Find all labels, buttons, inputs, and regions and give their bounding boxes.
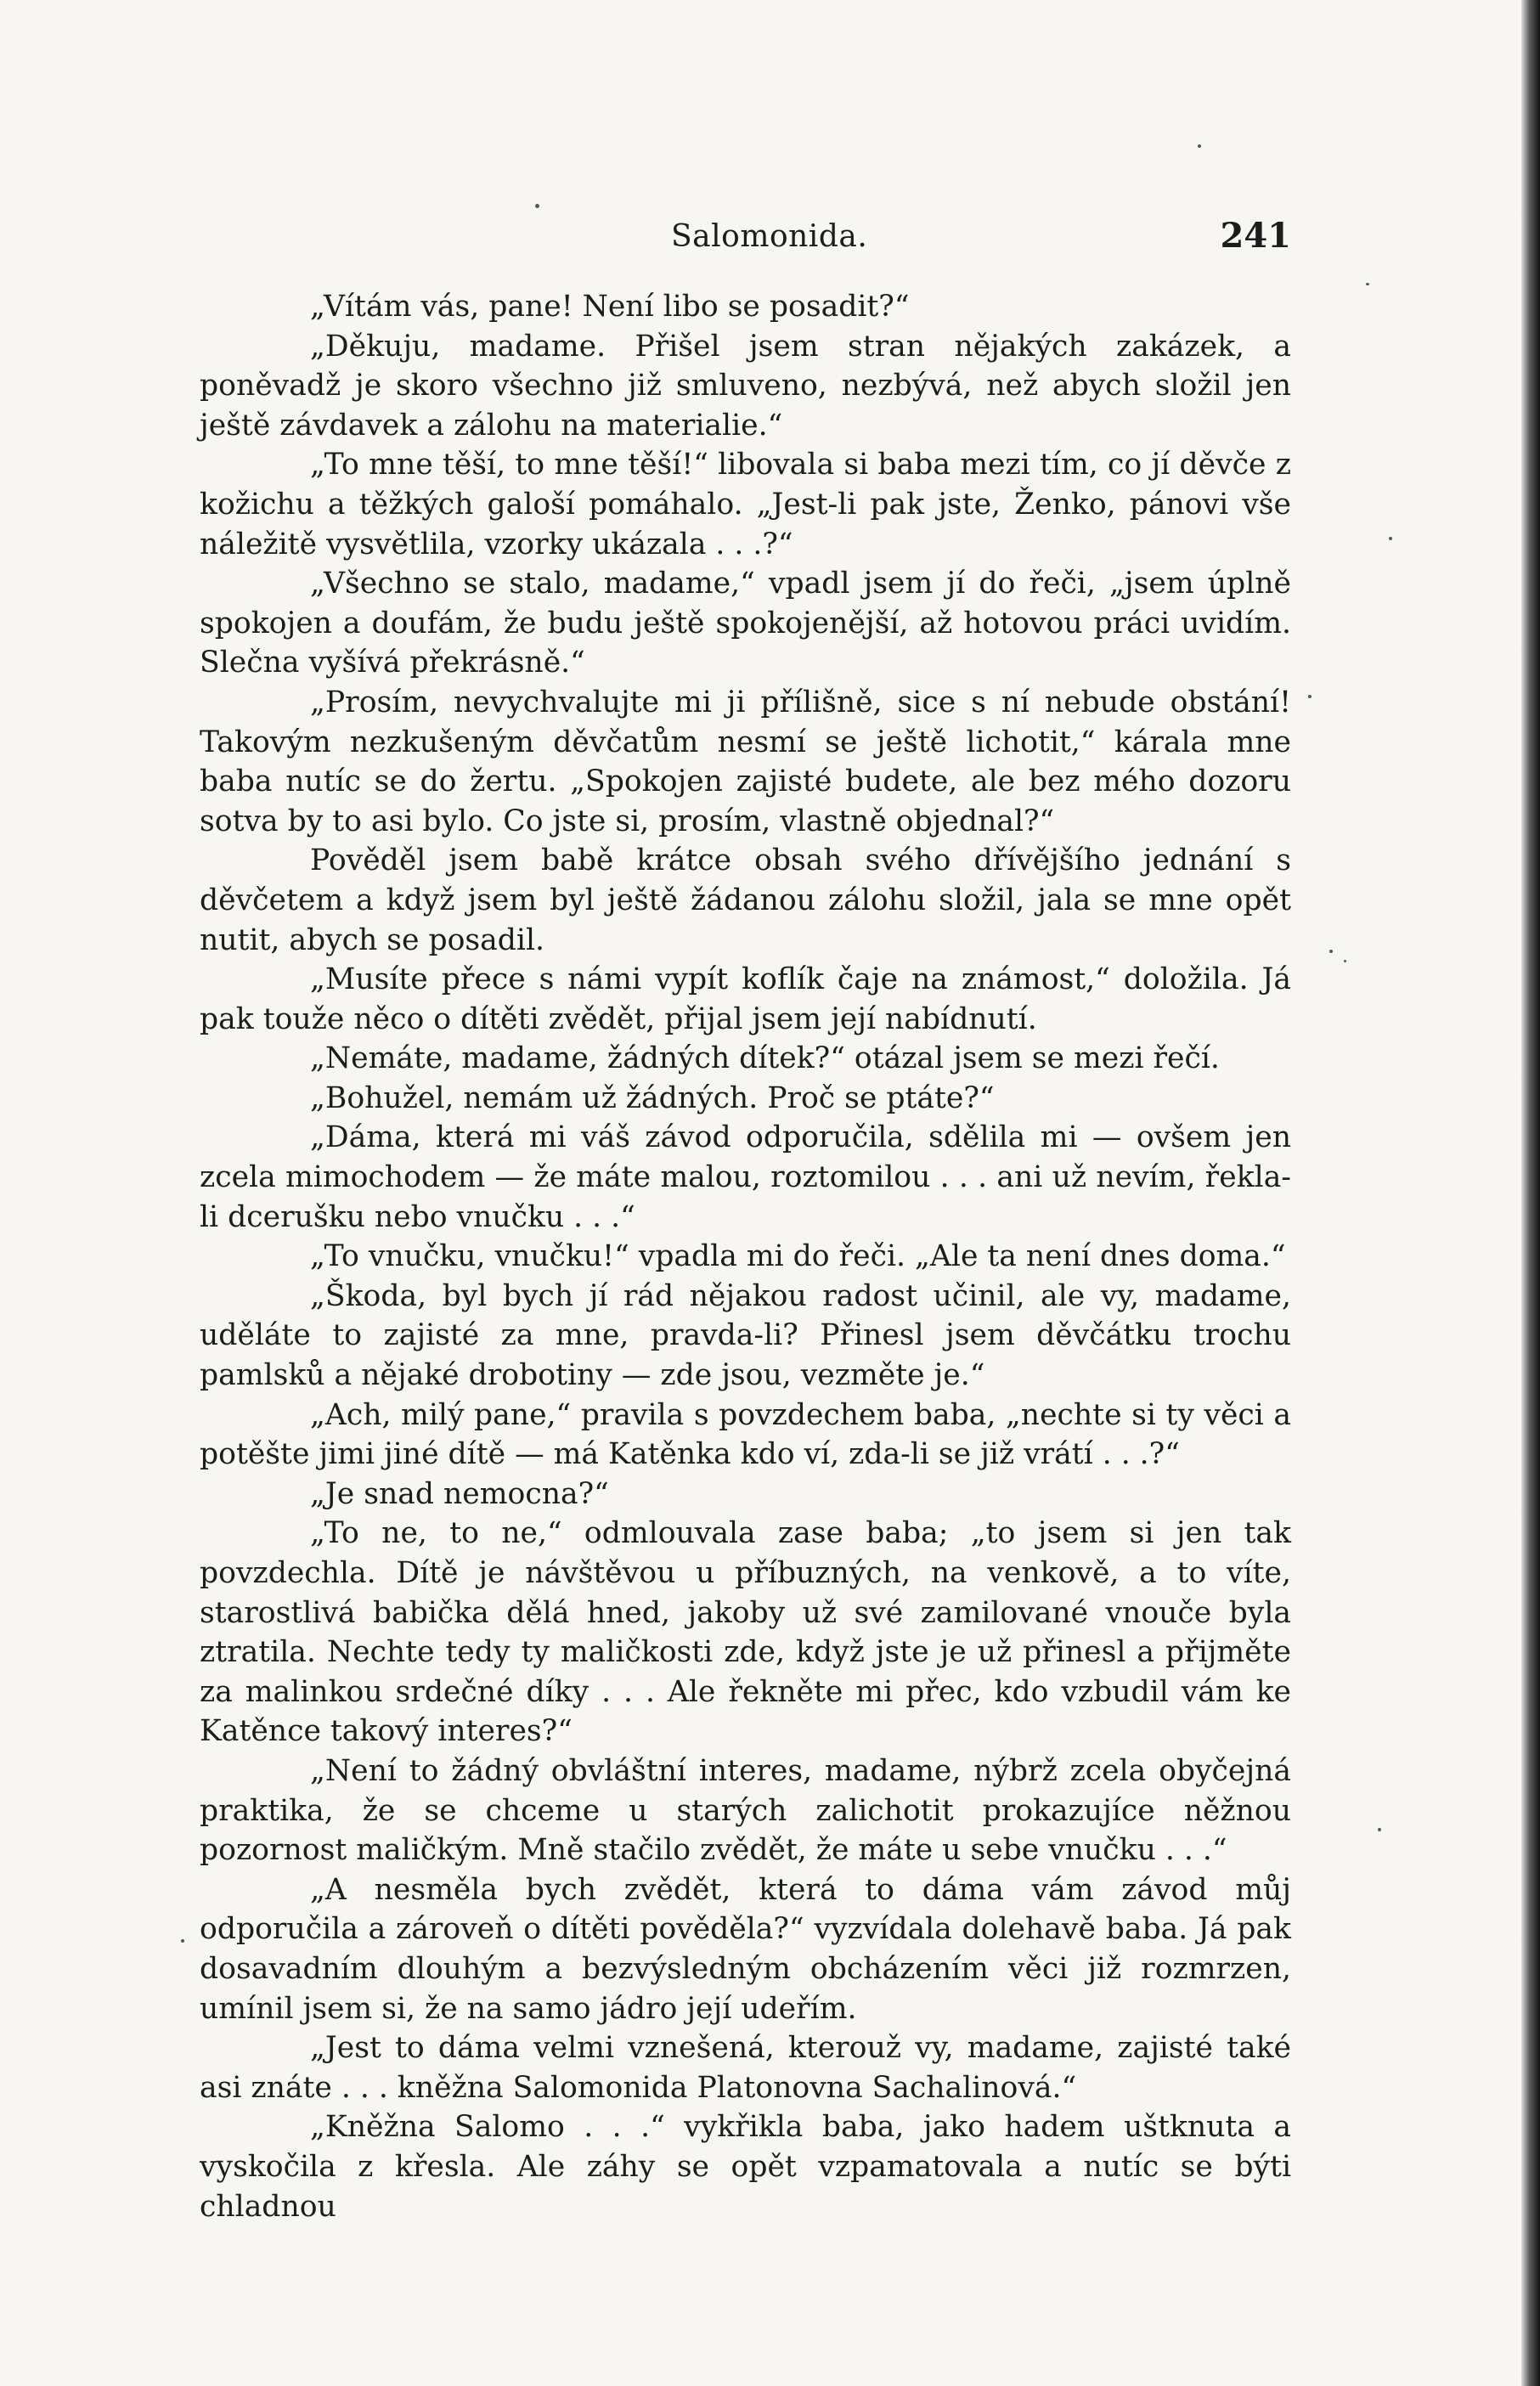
scan-speck: [1389, 537, 1392, 540]
paragraph: „Je snad nemocna?“: [310, 1476, 609, 1511]
paragraph: „Není to žádný obvláštní interes, madame, nýbrž zcela obyčejná praktika, že se chceme u starých zalichotit prokazujíce něžnou pozornost maličkým. Mně stačilo zvědět, že máte u sebe vnučku . . .“: [200, 1753, 1291, 1868]
scan-speck: [535, 204, 539, 208]
scan-speck: [1378, 1828, 1381, 1831]
page-header: [200, 212, 1291, 263]
paragraph: „Jest to dáma velmi vznešená, kterouž vy, madame, zajisté také asi znáte . . . kněžna Salomonida Platonovna Sachalinová.“: [200, 2031, 1291, 2105]
paragraph: „Nemáte, madame, žádných dítek?“ otázal jsem se mezi řečí.: [310, 1041, 1220, 1076]
paragraph: „Bohužel, nemám už žádných. Proč se ptáte?“: [310, 1080, 995, 1115]
paragraph: „To ne, to ne,“ odmlouvala zase baba; „to jsem si jen tak povzdechla. Dítě je návštěvou u příbuzných, na venkově, a to víte, starostlivá babička dělá hned, jakoby už své zamilované vnouče byla ztratila. Nechte tedy ty maličkosti zde, když jste je už přinesl a přijměte za malinkou srdečné díky . . . Ale řekněte mi přec, kdo vzbudil vám ke Katěnce takový interes?“: [200, 1516, 1291, 1749]
running-title: Salomonida.: [671, 219, 868, 254]
scan-speck: [1198, 144, 1201, 148]
page-number: 241: [1220, 216, 1291, 256]
scan-speck: [181, 1939, 184, 1943]
scan-speck: [1308, 695, 1312, 698]
body-text: [200, 287, 1291, 2226]
page-edge-shadow: [1521, 0, 1540, 2386]
scan-speck: [1344, 960, 1346, 962]
scan-speck: [1329, 950, 1333, 953]
paragraph: „Děkuju, madame. Přišel jsem stran nějakých zakázek, a poněvadž je skoro všechno již smluveno, nezbývá, než abych složil jen ještě závdavek a zálohu na materialie.“: [200, 329, 1291, 443]
paragraph: „Prosím, nevychvalujte mi ji přílišně, sice s ní nebude obstání! Takovým nezkušeným děvčatům nesmí se ještě lichotit,“ kárala mne baba nutíc se do žertu. „Spokojen zajisté budete, ale bez mého dozoru sotva by to asi bylo. Co jste si, prosím, vlastně objednal?“: [200, 685, 1291, 838]
paragraph: „Musíte přece s námi vypít koflík čaje na známost,“ doložila. Já pak touže něco o dítěti zvědět, přijal jsem její nabídnutí.: [200, 962, 1291, 1036]
paragraph: Pověděl jsem babě krátce obsah svého dřívějšího jednání s děvčetem a když jsem byl ještě žádanou zálohu složil, jala se mne opět nutit, abych se posadil.: [200, 843, 1291, 957]
scan-speck: [1366, 283, 1369, 285]
paragraph: „Vítám vás, pane! Není libo se posadit?“: [310, 290, 910, 324]
paragraph: „Kněžna Salomo . . .“ vykřikla baba, jako hadem uštknuta a vyskočila z křesla. Ale záhy se opět vzpamatovala a nutíc se býti chladnou: [200, 2110, 1291, 2224]
paragraph: „Ach, milý pane,“ pravila s povzdechem baba, „nechte si ty věci a potěšte jimi jiné dítě — má Katěnka kdo ví, zda-li se již vrátí . . .?“: [200, 1397, 1291, 1472]
paragraph: „Dáma, která mi váš závod odporučila, sdělila mi — ovšem jen zcela mimochodem — že máte malou, roztomilou . . . ani už nevím, řekla-li dcerušku nebo vnučku . . .“: [200, 1120, 1291, 1234]
paragraph: „A nesměla bych zvědět, která to dáma vám závod můj odporučila a zároveň o dítěti pověděla?“ vyzvídala dolehavě baba. Já pak dosavadním dlouhým a bezvýsledným obcházením věci již rozmrzen, umínil jsem si, že na samo jádro její udeřím.: [200, 1872, 1291, 2026]
paragraph: „To vnučku, vnučku!“ vpadla mi do řeči. „Ale ta není dnes doma.“: [310, 1239, 1286, 1274]
paragraph: „Všechno se stalo, madame,“ vpadl jsem jí do řeči, „jsem úplně spokojen a doufám, že budu ještě spokojenější, až hotovou práci uvidím. Slečna vyšívá překrásně.“: [200, 567, 1291, 680]
paragraph: „Škoda, byl bych jí rád nějakou radost učinil, ale vy, madame, uděláte to zajisté za mne, pravda-li? Přinesl jsem děvčátku trochu pamlsků a nějaké drobotiny — zde jsou, vezměte je.“: [200, 1278, 1291, 1393]
paragraph: „To mne těší, to mne těší!“ libovala si baba mezi tím, co jí děvče z kožichu a těžkých galoší pomáhalo. „Jest-li pak jste, Ženko, pánovi vše náležitě vysvětlila, vzorky ukázala . . .?“: [200, 448, 1291, 561]
